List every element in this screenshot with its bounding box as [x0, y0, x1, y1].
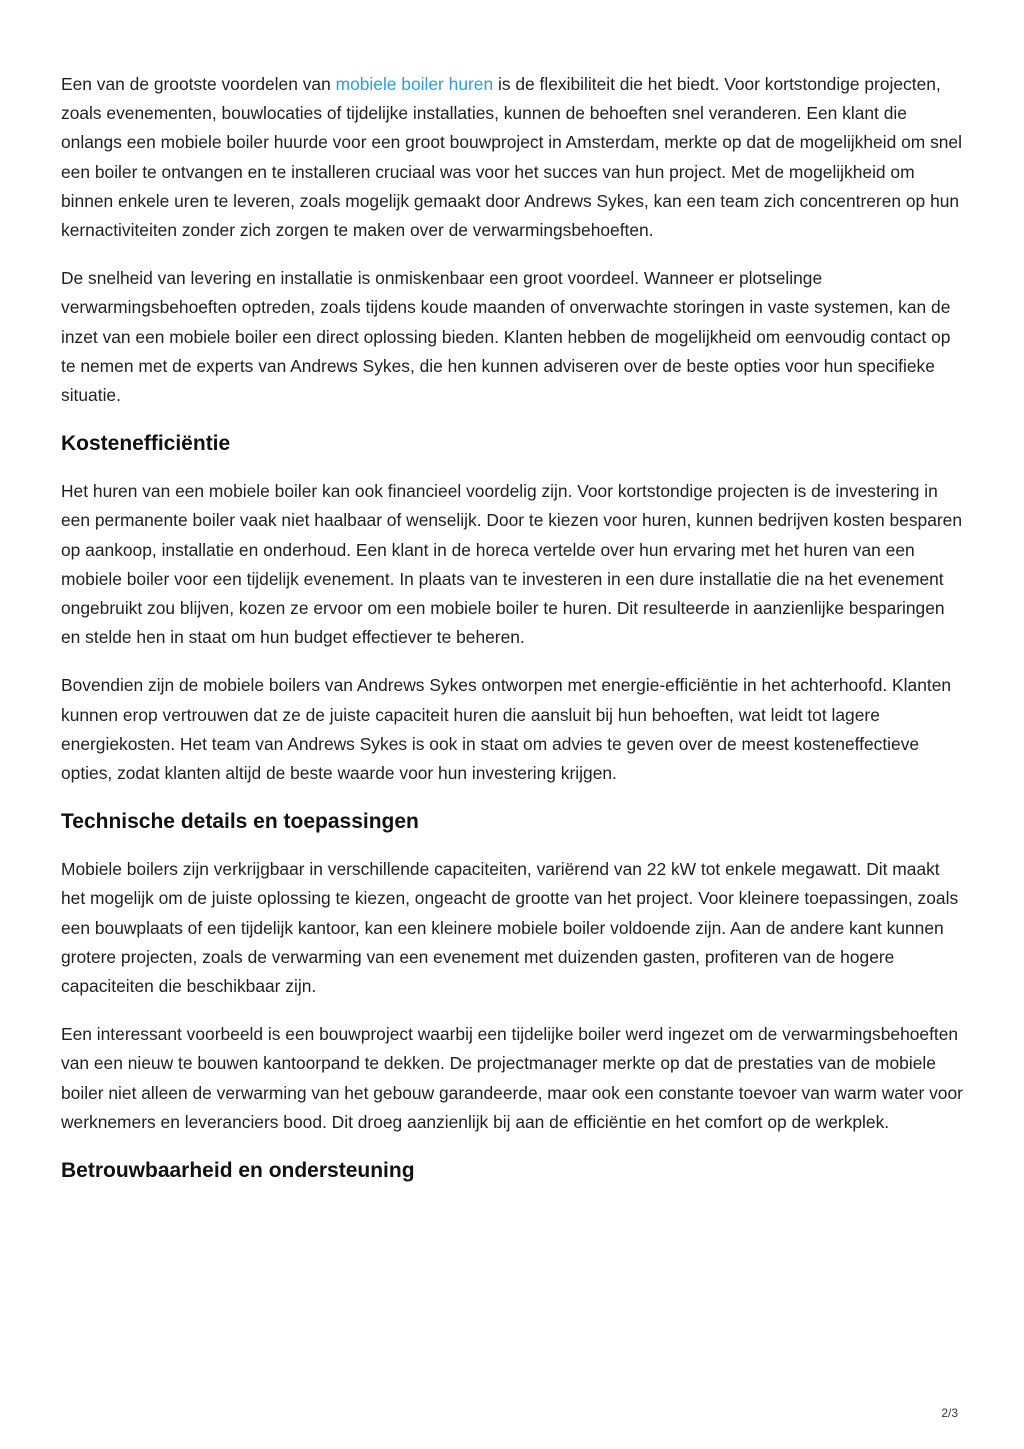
heading-cost-efficiency: Kostenefficiëntie [61, 432, 231, 456]
paragraph-text-after-link: is de flexibiliteit die het biedt. Voor kortstondige projecten, zoals evenementen, bouwlocaties of tijdelijke installaties, kunnen de behoeften snel veranderen. Een klant die onlangs een mobiele boiler huurde voor een groot bouwproject in Amsterdam, merkte op dat de mogelijkheid om snel een boiler te ontvangen en te installeren cruciaal was voor het succes van hun project. Met de mogelijkheid om binnen enkele uren te leveren, zoals mogelijk gemaakt door Andrews Sykes, kan een team zich concentreren op hun kernactiviteiten zonder zich zorgen te maken over de verwarmingsbehoeften. [61, 74, 962, 241]
paragraph-text-before-link: Een van de grootste voordelen van [61, 74, 336, 94]
paragraph-capacities: Mobiele boilers zijn verkrijgbaar in verschillende capaciteiten, variërend van 22 kW tot enkele megawatt. Dit maakt het mogelijk om de juiste oplossing te kiezen, ongeacht de grootte van het project. Voor kleinere toepassingen, zoals een bouwplaats of een tijdelijk kantoor, kan een kleinere mobiele boiler voldoende zijn. Aan de andere kant kunnen grotere projecten, zoals de verwarming van een evenement met duizenden gasten, profiteren van de hogere capaciteiten die beschikbaar zijn. [61, 859, 959, 997]
paragraph-example-project: Een interessant voorbeeld is een bouwproject waarbij een tijdelijke boiler werd ingezet om de verwarmingsbehoeften van een nieuw te bouwen kantoorpand te dekken. De projectmanager merkte op dat de prestaties van de mobiele boiler niet alleen de verwarming van het gebouw garandeerde, maar ook een constante toevoer van warm water voor werknemers en leveranciers bood. Dit droeg aanzienlijk bij aan de efficiëntie en het comfort op de werkplek. [61, 1024, 963, 1132]
heading-technical-details: Technische details en toepassingen [61, 810, 419, 834]
paragraph-delivery-speed: De snelheid van levering en installatie is onmiskenbaar een groot voordeel. Wanneer er plotselinge verwarmingsbehoeften optreden, zoals tijdens koude maanden of onverwachte storingen in vaste systemen, kan de inzet van een mobiele boiler een direct oplossing bieden. Klanten hebben de mogelijkheid om eenvoudig contact op te nemen met de experts van Andrews Sykes, die hen kunnen adviseren over de beste opties voor hun specifieke situatie. [61, 268, 951, 406]
paragraph-energy-efficiency: Bovendien zijn de mobiele boilers van Andrews Sykes ontworpen met energie-efficiëntie in het achterhoofd. Klanten kunnen erop vertrouwen dat ze de juiste capaciteit huren die aansluit bij hun behoeften, wat leidt tot lagere energiekosten. Het team van Andrews Sykes is ook in staat om advies te geven over de meest kosteneffectieve opties, zodat klanten altijd de beste waarde voor hun investering krijgen. [61, 675, 952, 784]
mobiele-boiler-huren-link[interactable]: mobiele boiler huren [335, 74, 494, 94]
paragraph-financial: Het huren van een mobiele boiler kan ook financieel voordelig zijn. Voor kortstondige projecten is de investering in een permanente boiler vaak niet haalbaar of wenselijk. Door te kiezen voor huren, kunnen bedrijven kosten besparen op aankoop, installatie en onderhoud. Een klant in de horeca vertelde over hun ervaring met het huren van een mobiele boiler voor een tijdelijk evenement. In plaats van te investeren in een dure installatie die na het evenement ongebruikt zou blijven, kozen ze ervoor om een mobiele boiler te huren. Dit resulteerde in aanzienlijke besparingen en stelde hen in staat om hun budget effectiever te beheren. [61, 481, 963, 648]
page-number: 2/3 [941, 1406, 958, 1420]
paragraph-flexibility [61, 70, 963, 245]
heading-reliability-support: Betrouwbaarheid en ondersteuning [61, 1159, 415, 1183]
document-page [61, 70, 963, 1204]
